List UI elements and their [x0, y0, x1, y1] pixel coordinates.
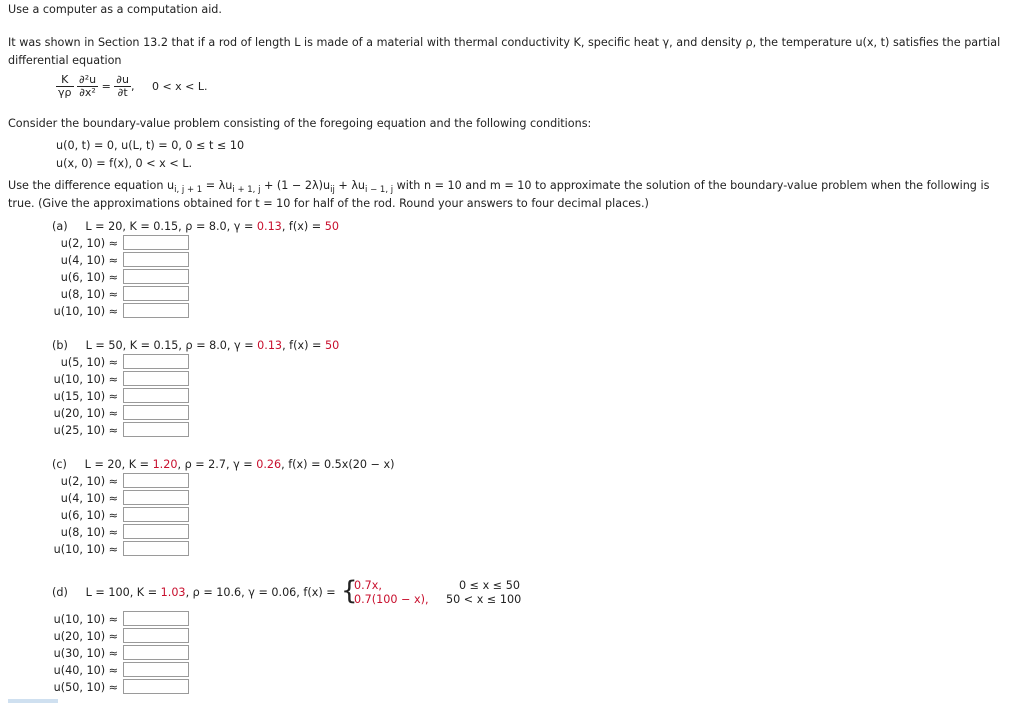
- part-c-label-3: u(6, 10) ≈: [60, 509, 118, 522]
- part-c-k: 1.20: [152, 458, 178, 471]
- part-d-piece-2: 0.7(100 − x),: [354, 593, 429, 606]
- part-d-piece-2-cond: 50 < x ≤ 100: [446, 593, 522, 606]
- diff-post: with n = 10 and m = 10 to approximate the solution of the boundary-value problem when the following is: [393, 179, 990, 192]
- part-c-params-post: , f(x) = 0.5x(20 − x): [281, 458, 395, 471]
- pde-gp: γρ: [58, 86, 72, 99]
- submit-button-edge[interactable]: [8, 699, 58, 703]
- diff-pre: Use the difference equation u: [8, 179, 175, 192]
- boundary-condition-1: u(0, t) = 0, u(L, t) = 0, 0 ≤ t ≤ 10: [56, 139, 245, 152]
- pde-domain: 0 < x < L.: [151, 80, 208, 93]
- difference-equation-line-2: true. (Give the approximations obtained for t = 10 for half of the rod. Round your answers to four decimal places.): [8, 197, 649, 210]
- d2u-over-dx2: [77, 74, 98, 99]
- part-d-piece-1-cond: 0 ≤ x ≤ 50: [459, 579, 520, 592]
- pde-d2u: ∂²u: [79, 73, 97, 86]
- part-d-header: [52, 586, 336, 599]
- pde-comma: ,: [130, 80, 135, 93]
- part-b-label-3: u(15, 10) ≈: [53, 390, 118, 403]
- part-c-label-2: u(4, 10) ≈: [60, 492, 118, 505]
- part-d-answer-2[interactable]: [123, 628, 189, 643]
- part-d-answer-3[interactable]: [123, 645, 189, 660]
- part-a-answer-5[interactable]: [123, 303, 189, 318]
- part-c-label-5: u(10, 10) ≈: [53, 543, 118, 556]
- part-c-answer-1[interactable]: [123, 473, 189, 488]
- part-d-label-4: u(40, 10) ≈: [53, 664, 118, 677]
- du-over-dt: [114, 74, 131, 99]
- difference-equation-line: [8, 179, 989, 195]
- problem-line-1: It was shown in Section 13.2 that if a rod of length L is made of a material with thermal conductivity K, specific heat γ, and density ρ, the temperature u(x, t) satisfies the partial: [8, 36, 1001, 49]
- pde-equals: =: [101, 80, 111, 93]
- part-d-label-5: u(50, 10) ≈: [53, 681, 118, 694]
- part-a-answer-3[interactable]: [123, 269, 189, 284]
- diff-mid-3: + λu: [334, 179, 366, 192]
- diff-sub-2: i + 1, j: [232, 185, 261, 196]
- part-c-header: [52, 458, 395, 471]
- boundary-condition-2: u(x, 0) = f(x), 0 < x < L.: [56, 157, 193, 170]
- part-c-gamma: 0.26: [256, 458, 282, 471]
- part-c-answer-2[interactable]: [123, 490, 189, 505]
- piecewise-brace: {: [341, 576, 358, 606]
- diff-sub-4: i − 1, j: [365, 185, 394, 196]
- part-b-fx: 50: [324, 339, 340, 352]
- part-b-answer-1[interactable]: [123, 354, 189, 369]
- pde-du: ∂u: [116, 73, 129, 86]
- part-c-answer-5[interactable]: [123, 541, 189, 556]
- part-a-header: [52, 220, 339, 233]
- part-b-label-1: u(5, 10) ≈: [60, 356, 118, 369]
- part-a-label-4: u(8, 10) ≈: [60, 288, 118, 301]
- part-b-label-4: u(20, 10) ≈: [53, 407, 118, 420]
- part-a-label-2: u(4, 10) ≈: [60, 254, 118, 267]
- part-d-params-post: , ρ = 10.6, γ = 0.06, f(x) =: [185, 586, 336, 599]
- part-c-label-4: u(8, 10) ≈: [60, 526, 118, 539]
- part-a-answer-4[interactable]: [123, 286, 189, 301]
- part-c-answer-4[interactable]: [123, 524, 189, 539]
- part-d-label-3: u(30, 10) ≈: [53, 647, 118, 660]
- part-d-answer-4[interactable]: [123, 662, 189, 677]
- consider-text: Consider the boundary-value problem consisting of the foregoing equation and the following conditions:: [8, 117, 592, 130]
- intro-text: Use a computer as a computation aid.: [8, 3, 222, 16]
- part-c-label-1: u(2, 10) ≈: [60, 475, 118, 488]
- pde-dt: ∂t: [117, 86, 128, 99]
- part-a-label-5: u(10, 10) ≈: [53, 305, 118, 318]
- diff-sub-3: ij: [330, 185, 335, 196]
- part-c-params: L = 20, K =: [84, 458, 153, 471]
- problem-line-2: differential equation: [8, 54, 122, 67]
- part-b-label-2: u(10, 10) ≈: [53, 373, 118, 386]
- part-b-label-5: u(25, 10) ≈: [53, 424, 118, 437]
- part-b-answer-3[interactable]: [123, 388, 189, 403]
- pde-equation: [56, 74, 208, 99]
- part-a-fx: 50: [324, 220, 339, 233]
- part-b-params: L = 50, K = 0.15, ρ = 8.0, γ =: [85, 339, 258, 352]
- part-a-gamma: 0.13: [256, 220, 282, 233]
- diff-mid-2: + (1 − 2λ)u: [260, 179, 331, 192]
- part-d-params: L = 100, K =: [85, 586, 161, 599]
- part-b-gamma: 0.13: [257, 339, 283, 352]
- part-a-letter: (a): [52, 220, 68, 233]
- part-d-label-2: u(20, 10) ≈: [53, 630, 118, 643]
- part-c-answer-3[interactable]: [123, 507, 189, 522]
- part-a-answer-1[interactable]: [123, 235, 189, 250]
- part-b-answer-5[interactable]: [123, 422, 189, 437]
- part-a-answer-2[interactable]: [123, 252, 189, 267]
- part-d-answer-1[interactable]: [123, 611, 189, 626]
- part-b-params-mid: , f(x) =: [282, 339, 325, 352]
- part-d-letter: (d): [52, 586, 68, 599]
- part-b-letter: (b): [52, 339, 68, 352]
- part-b-answer-2[interactable]: [123, 371, 189, 386]
- k-over-gp: [56, 74, 74, 99]
- part-a-params-mid: , f(x) =: [281, 220, 325, 233]
- diff-mid-1: = λu: [202, 179, 233, 192]
- part-d-answer-5[interactable]: [123, 679, 189, 694]
- pde-dx2: ∂x²: [79, 86, 96, 99]
- part-a-label-1: u(2, 10) ≈: [60, 237, 118, 250]
- part-b-header: [52, 339, 339, 352]
- diff-sub-1: i, j + 1: [174, 185, 203, 196]
- part-d-piece-1: 0.7x,: [354, 579, 382, 592]
- part-a-label-3: u(6, 10) ≈: [60, 271, 118, 284]
- pde-k: K: [56, 74, 74, 87]
- part-c-params-mid: , ρ = 2.7, γ =: [177, 458, 257, 471]
- part-d-label-1: u(10, 10) ≈: [53, 613, 118, 626]
- part-b-answer-4[interactable]: [123, 405, 189, 420]
- part-d-k: 1.03: [160, 586, 186, 599]
- part-c-letter: (c): [52, 458, 67, 471]
- part-a-params: L = 20, K = 0.15, ρ = 8.0, γ =: [85, 220, 257, 233]
